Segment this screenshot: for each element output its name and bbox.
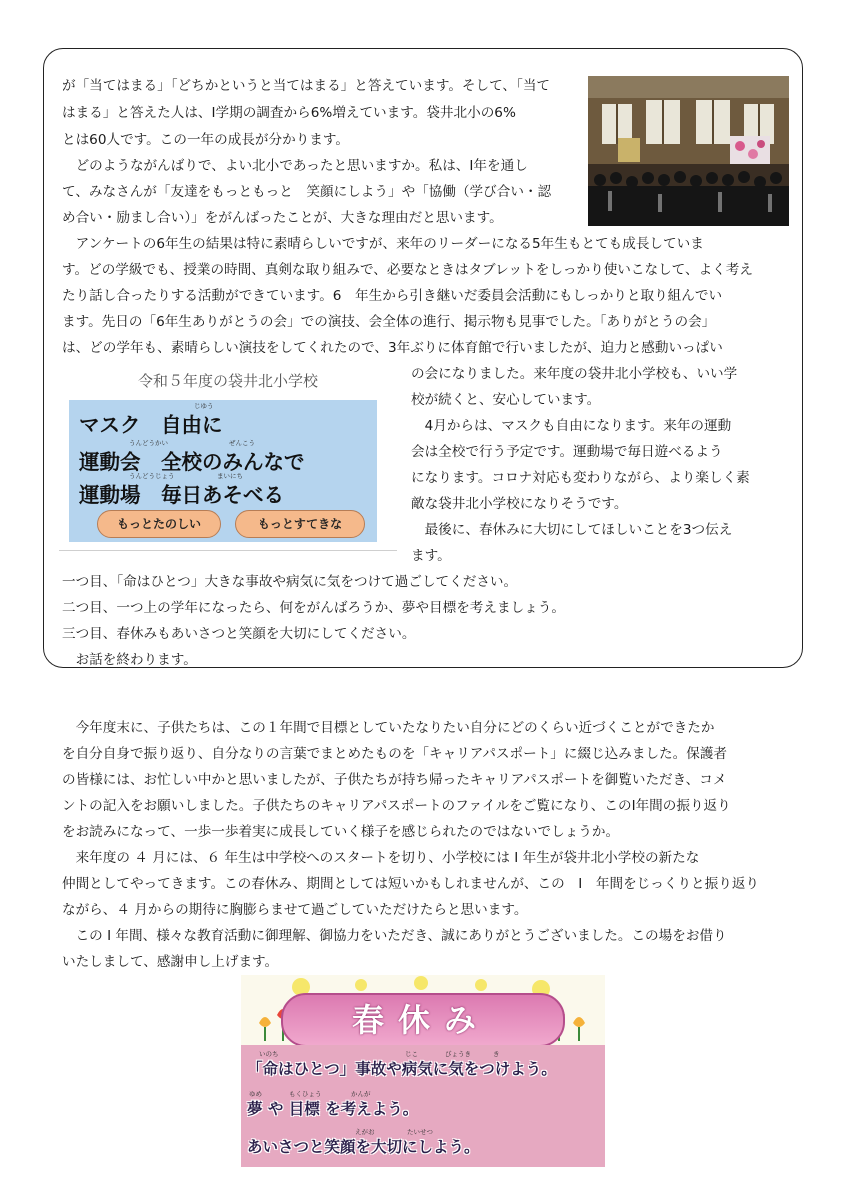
box-line: 二つ目、一つ上の学年になったら、何をがんばろうか、夢や目標を考えましょう。: [62, 600, 565, 616]
box-line: どのようながんばりで、よい北小であったと思いますか。私は、Ⅰ年を通し: [62, 158, 528, 174]
box-line: が「当てはまる」「どちかというと当てはまる」と答えています。そして、「当て: [62, 78, 551, 94]
box-line: 4月からは、マスクも自由になります。来年の運動: [411, 418, 732, 434]
box-line: の会になりました。来年度の袋井北小学校も、いい学: [411, 366, 738, 382]
spring-message-panel: [241, 1045, 605, 1167]
ruby: まいにち: [217, 472, 243, 480]
body-line: この Ⅰ 年間、様々な教育活動に御理解、御協力をいただき、誠にありがとうございました。この場をお借り: [62, 928, 727, 944]
ruby: じゆう: [194, 402, 214, 410]
body-line: いたしまして、感謝申し上げます。: [62, 954, 279, 970]
ruby: うんどうかい: [129, 439, 168, 447]
box-line: 三つ目、春休みもあいさつと笑顔を大切にしてください。: [62, 626, 416, 642]
ruby: もくひょう: [289, 1090, 322, 1098]
ruby: かんが: [351, 1090, 371, 1098]
box-line: め合い・励まし合い）」をがんばったことが、大きな理由だと思います。: [62, 210, 503, 226]
box-line: はまる」と答えた人は、Ⅰ学期の調査から6%増えています。袋井北小の6%: [62, 105, 516, 121]
sign-row-mask: マスク 自由に: [79, 413, 223, 437]
sign-row-playground: 運動場 毎日あそべる: [79, 483, 284, 507]
box-line: ます。: [411, 548, 451, 564]
box-line: たり話し合ったりする活動ができています。6 年生から引き継いだ委員会活動にもしっかりと取り組んでい: [62, 288, 723, 304]
ruby: ゆめ: [249, 1090, 262, 1098]
ruby: き: [493, 1050, 500, 1058]
spring-title: 春休み: [351, 1001, 490, 1039]
box-line: 校が続くと、安心しています。: [411, 392, 601, 408]
sign-pill-fun: もっとたのしい: [97, 510, 221, 538]
spring-line-life: 「命はひとつ」事故や病気に気をつけよう。: [247, 1060, 557, 1078]
box-line: ます。先日の「6年生ありがとうの会」での演技、会全体の進行、掲示物も見事でした。「ありがとうの会」: [62, 314, 716, 330]
ruby: いのち: [259, 1050, 279, 1058]
body-line: をお読みになって、一歩一歩着実に成長していく様子を感じられたのではないでしょうか。: [62, 824, 620, 840]
box-line: 会は全校で行う予定です。運動場で毎日遊べるよう: [411, 444, 723, 460]
body-line: 仲間としてやってきます。この春休み、期間としては短いかもしれませんが、この Ⅰ 年間をじっくりと振り返り: [62, 876, 760, 892]
body-line: 来年度の ４ 月には、６ 年生は中学校へのスタートを切り、小学校には Ⅰ 年生が袋井北小学校の新たな: [62, 850, 700, 866]
ruby: えがお: [355, 1128, 375, 1136]
ruby: じこ: [405, 1050, 418, 1058]
spring-line-dream: 夢 や 目標 を考えよう。: [247, 1100, 419, 1118]
ruby: びょうき: [445, 1050, 471, 1058]
body-line: を自分自身で振り返り、自分なりの言葉でまとめたものを「キャリアパスポート」に綴じ込みました。保護者: [62, 746, 728, 762]
ruby: うんどうじょう: [129, 472, 175, 480]
box-line: は、どの学年も、素晴らしい演技をしてくれたので、3年ぶりに体育館で行いましたが、迫力と感動いっぱい: [62, 340, 723, 356]
box-line: て、みなさんが「友達をもっともっと 笑顔にしよう」や「協働（学び合い・認: [62, 184, 552, 200]
sign-row-sports-day: 運動会 全校のみんなで: [79, 450, 305, 474]
sign-pill-nice: もっとすてきな: [235, 510, 365, 538]
spring-line-greeting: あいさつと笑顔を大切にしよう。: [247, 1138, 480, 1156]
gymnasium-photo: [588, 76, 789, 226]
box-line: 最後に、春休みに大切にしてほしいことを3つ伝え: [411, 522, 733, 538]
body-line: 今年度末に、子供たちは、この１年間で目標としていたなりたい自分にどのくらい近づくことができたか: [62, 720, 715, 736]
sign-panel: [69, 400, 377, 542]
body-line: ながら、４ 月からの期待に胸膨らませて過ごしていただけたらと思います。: [62, 902, 528, 918]
school-year-sign: [59, 362, 397, 551]
ruby: たいせつ: [407, 1128, 433, 1136]
box-line: お話を終わります。: [62, 652, 197, 668]
ruby: ぜんこう: [229, 439, 255, 447]
spring-break-poster: [241, 975, 605, 1167]
body-line: の皆様には、お忙しい中かと思いましたが、子供たちが持ち帰ったキャリアパスポートを御覧いただき、コメ: [62, 772, 727, 788]
box-line: になります。コロナ対応も変わりながら、より楽しく素: [411, 470, 750, 486]
box-line: とは60人です。この一年の成長が分かります。: [62, 132, 349, 148]
box-line: 一つ目、「命はひとつ」大きな事故や病気に気をつけて過ごしてください。: [62, 574, 518, 590]
box-line: アンケートの6年生の結果は特に素晴らしいですが、来年のリーダーになる5年生もとても成長していま: [62, 236, 704, 252]
box-line: す。どの学級でも、授業の時間、真剣な取り組みで、必要なときはタブレットをしっかり使いこなして、よく考え: [62, 262, 753, 278]
box-line: 敵な袋井北小学校になりそうです。: [411, 496, 628, 512]
body-line: ントの記入をお願いしました。子供たちのキャリアパスポートのファイルをご覧になり、このⅠ年間の振り返り: [62, 798, 731, 814]
sign-title: 令和５年度の袋井北小学校: [137, 372, 318, 390]
